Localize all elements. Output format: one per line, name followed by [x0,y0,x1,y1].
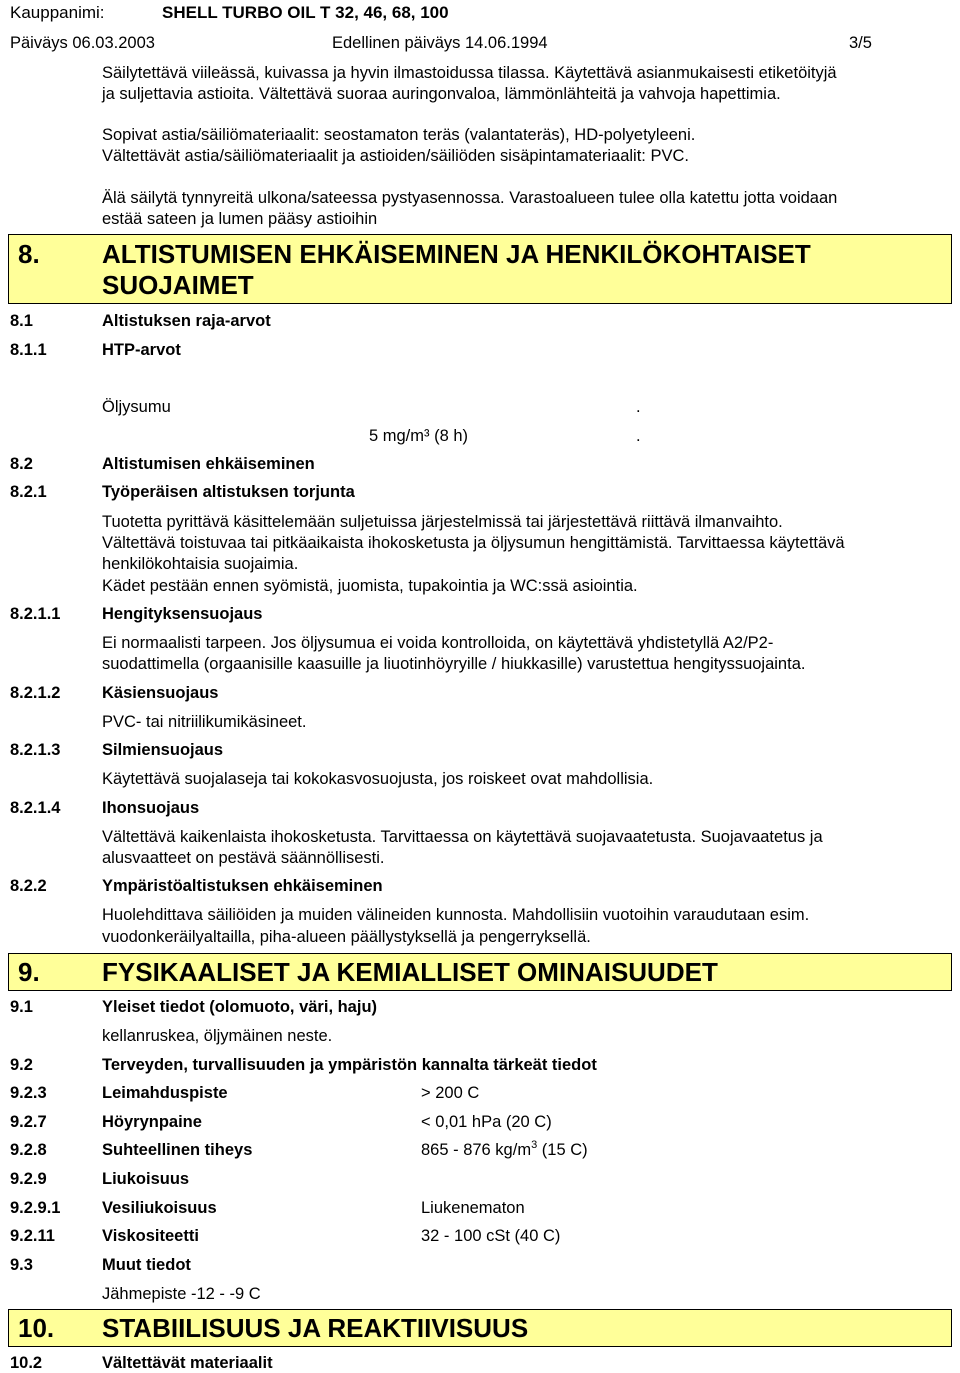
section-8-2-1-2-title: Käsiensuojaus [102,684,219,702]
section-10-2-number: 10.2 [10,1354,43,1372]
storage-line-5: Älä säilytä tynnyreitä ulkona/sateessa pystyasennossa. Varastoalueen tulee olla katettu jotta voidaan [102,189,838,207]
section-8-2-1-3-number: 8.2.1.3 [10,741,61,759]
section-8-2-1-2-text: PVC- tai nitriilikumikäsineet. [102,713,307,731]
htp-dot-1: . [636,398,641,416]
section-8-2-title: Altistumisen ehkäiseminen [102,455,315,473]
section-8-1-1-title: HTP-arvot [102,341,181,359]
document-date: Päiväys 06.03.2003 [10,34,155,52]
section-8-2-2-text-2: vuodonkeräilyaltailla, piha-alueen päällystyksellä ja pengerryksellä. [102,928,591,946]
section-8-2-1-2-number: 8.2.1.2 [10,684,61,702]
prop-number: 9.2.9 [10,1170,47,1188]
section-8-2-1-text-4: Kädet pestään ennen syömistä, juomista, tupakointia ja WC:ssä asiointia. [102,577,638,595]
prop-label: Leimahduspiste [102,1084,228,1102]
htp-value: 5 mg/m³ (8 h) [369,427,469,445]
section-8-1-1-number: 8.1.1 [10,341,47,359]
storage-line-1: Säilytettävä viileässä, kuivassa ja hyvin ilmastoidussa tilassa. Käytettävä asianmukaisesti etiketöityjä [102,64,837,82]
section-10-2-title: Vältettävät materiaalit [102,1354,273,1372]
section-9-1-text: kellanruskea, öljymäinen neste. [102,1027,333,1045]
prop-number: 9.2.8 [10,1141,47,1159]
section-9-2-number: 9.2 [10,1056,33,1074]
prop-value: 32 - 100 cSt (40 C) [421,1227,561,1245]
prop-value-density [421,1140,588,1160]
section-8-2-1-1-number: 8.2.1.1 [10,605,61,623]
section-8-2-number: 8.2 [10,455,33,473]
prop-label: Liukoisuus [102,1170,190,1188]
section-9-2-title: Terveyden, turvallisuuden ja ympäristön kannalta tärkeät tiedot [102,1056,597,1074]
section-8-2-1-1-text-2: suodattimella (orgaanisille kaasuille ja liuotinhöyryille / hiukkasille) varustettua hengityssuojainta. [102,655,806,673]
section-8-1-title: Altistuksen raja-arvot [102,312,271,330]
storage-line-6: estää sateen ja lumen pääsy astioihin [102,210,378,228]
density-value-main: 865 - 876 kg/m [421,1141,532,1159]
section-9-number: 9. [18,957,40,987]
section-8-2-1-4-text-2: alusvaatteet on pestävä säännöllisesti. [102,849,385,867]
company-label: Kauppanimi: [10,3,105,22]
section-9-3-text: Jähmepiste -12 - -9 C [102,1285,261,1303]
storage-line-2: ja suljettavia astioita. Vältettävä suoraa auringonvaloa, lämmönlähteitä ja vahvoja hapettimia. [102,85,781,103]
density-value-temp: (15 C) [537,1141,588,1159]
section-8-2-1-text-1: Tuotetta pyrittävä käsittelemään suljetuissa järjestelmissä tai järjestettävä riittävä ilmanvaihto. [102,513,783,531]
section-8-2-1-4-text-1: Vältettävä kaikenlaista ihokosketusta. Tarvittaessa on käytettävä suojavaatetusta. Suojavaatetus ja [102,828,823,846]
section-8-title-line-1: ALTISTUMISEN EHKÄISEMINEN JA HENKILÖKOHTAISET [102,239,811,269]
section-8-2-2-number: 8.2.2 [10,877,47,895]
product-name: SHELL TURBO OIL T 32, 46, 68, 100 [162,3,449,22]
prop-value: Liukenematon [421,1199,525,1217]
section-8-2-1-3-title: Silmiensuojaus [102,741,224,759]
htp-dot-2: . [636,427,641,445]
section-8-2-2-title: Ympäristöaltistuksen ehkäiseminen [102,877,383,895]
prop-label: Vesiliukoisuus [102,1199,217,1217]
section-10-title: STABIILISUUS JA REAKTIIVISUUS [102,1313,529,1343]
prop-label: Suhteellinen tiheys [102,1141,253,1159]
section-9-title: FYSIKAALISET JA KEMIALLISET OMINAISUUDET [102,957,718,987]
section-9-1-number: 9.1 [10,998,33,1016]
section-8-2-1-number: 8.2.1 [10,483,47,501]
section-9-3-title: Muut tiedot [102,1256,191,1274]
section-8-2-1-text-3: henkilökohtaisia suojaimia. [102,555,299,573]
section-8-2-1-3-text: Käytettävä suojalaseja tai kokokasvosuojusta, jos roiskeet ovat mahdollisia. [102,770,654,788]
prop-value: > 200 C [421,1084,480,1102]
section-8-2-1-title: Työperäisen altistuksen torjunta [102,483,355,501]
section-8-2-1-text-2: Vältettävä toistuvaa tai pitkäaikaista ihokosketusta ja öljysumun hengittämistä. Tarvittaessa käytettävä [102,534,845,552]
section-8-2-1-4-number: 8.2.1.4 [10,799,61,817]
section-9-1-title: Yleiset tiedot (olomuoto, väri, haju) [102,998,378,1016]
prop-label: Viskositeetti [102,1227,199,1245]
section-8-2-1-1-title: Hengityksensuojaus [102,605,263,623]
section-8-2-1-4-title: Ihonsuojaus [102,799,200,817]
section-8-1-number: 8.1 [10,312,33,330]
section-8-title-line-2: SUOJAIMET [102,270,254,300]
section-10-number: 10. [18,1313,55,1343]
prop-value: < 0,01 hPa (20 C) [421,1113,552,1131]
prop-number: 9.2.7 [10,1113,47,1131]
section-8-number: 8. [18,239,40,269]
prop-label: Höyrynpaine [102,1113,202,1131]
previous-date: Edellinen päiväys 14.06.1994 [332,34,548,52]
prop-number: 9.2.11 [10,1227,55,1245]
htp-substance: Öljysumu [102,398,171,416]
section-8-2-1-1-text-1: Ei normaalisti tarpeen. Jos öljysumua ei voida kontrolloida, on käytettävä yhdistetyllä A2/P2- [102,634,774,652]
storage-line-3: Sopivat astia/säiliömateriaalit: seostamaton teräs (valantateräs), HD-polyetyleeni. [102,126,696,144]
section-9-3-number: 9.3 [10,1256,33,1274]
prop-number: 9.2.3 [10,1084,47,1102]
storage-line-4: Vältettävät astia/säiliömateriaalit ja astioiden/säiliöden sisäpintamateriaalit: PVC. [102,147,689,165]
page-number: 3/5 [849,34,872,52]
prop-number: 9.2.9.1 [10,1199,61,1217]
section-8-2-2-text-1: Huolehdittava säiliöiden ja muiden välineiden kunnosta. Mahdollisiin vuotoihin varaudutaan esim. [102,906,810,924]
density-unit-exponent: 3 [531,1139,538,1151]
